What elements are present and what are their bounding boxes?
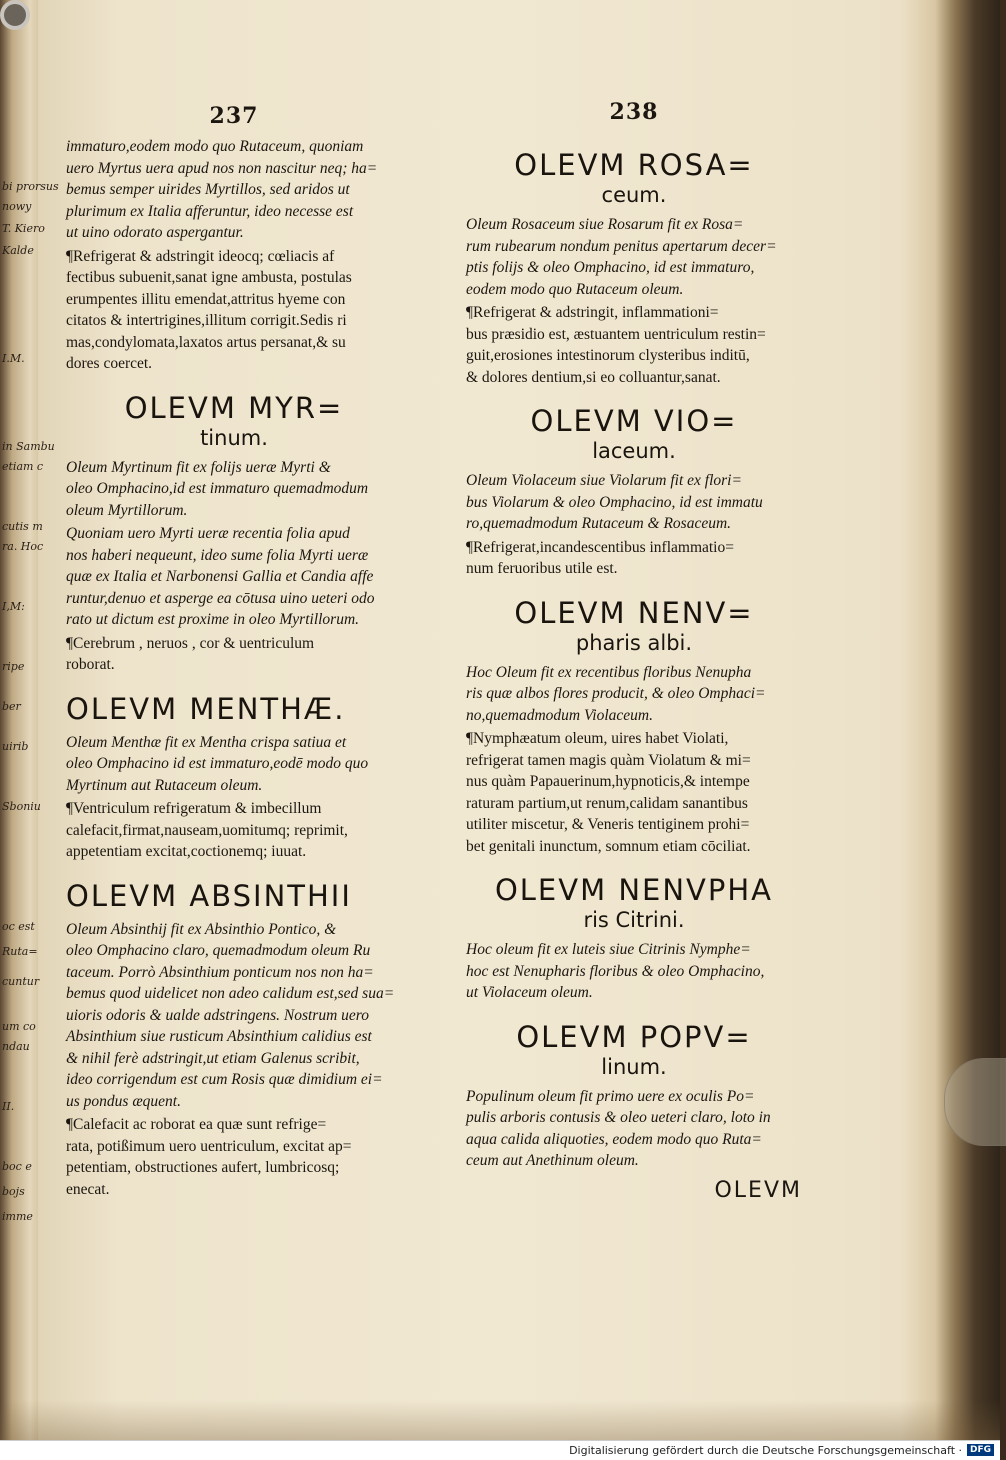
text-line: ¶Calefacit ac roborat ea quæ sunt refrige= (66, 1116, 327, 1133)
text-line: num feruoribus utile est. (466, 560, 618, 577)
text-line: Oleum Menthæ fit ex Mentha crispa satiua et (66, 733, 347, 751)
text-line: ro,quemadmodum Rutaceum & Rosaceum. (466, 515, 732, 532)
section-heading (66, 391, 402, 451)
text-line: bemus semper uirides Myrtillos, sed aridos ut (66, 181, 350, 198)
text-line: nos haberi nequeunt, ideo sume folia Myrti ueræ (66, 546, 369, 564)
paragraph (466, 662, 802, 727)
text-line: dores coercet. (66, 355, 153, 372)
heading-subline: ceum. (601, 183, 667, 207)
paragraph (466, 728, 802, 857)
prev-page-fragment: ra. Hoc (2, 540, 44, 553)
text-line: mas,condylomata,laxatos artus persanat,& su (66, 333, 346, 351)
text-line: Oleum Myrtinum fit ex folijs ueræ Myrti & (66, 458, 331, 476)
dfg-logo: DFG (967, 1444, 994, 1456)
text-line: Hoc oleum fit ex luteis siue Citrinis Nymphe= (466, 941, 751, 958)
text-line: pulis arboris contusis & oleo ueteri claro, loto in (466, 1109, 771, 1126)
page-bottom-shadow (0, 1400, 1000, 1440)
left-page-column (66, 96, 402, 1202)
heading-subline: tinum. (200, 425, 268, 450)
prev-page-fragment: Sboniu (2, 800, 41, 813)
right-page-number: 238 (609, 99, 659, 125)
heading-line: OLEVM POPV= (516, 1019, 752, 1054)
text-line: & nihil ferè adstringit,ut etiam Galenus scribit, (66, 1049, 360, 1067)
prev-page-fragment: etiam c (2, 460, 44, 473)
text-line: oleum Myrtillorum. (66, 501, 188, 519)
text-line: bus præsidio est, æstuantem uentriculum restin= (466, 325, 766, 343)
text-line: oleo Omphacino id est immaturo,eodē modo quo (66, 755, 369, 772)
section-heading (466, 148, 802, 208)
paragraph (66, 919, 402, 1113)
right-page-column (466, 92, 802, 1203)
text-line: uioris odoris & ualde adstringens. Nostrum uero (66, 1006, 369, 1024)
prev-page-fragment: bi prorsus (2, 180, 59, 193)
text-line: roborat. (66, 656, 115, 673)
text-line: Quoniam uero Myrti ueræ recentia folia apud (66, 525, 350, 542)
text-line: Myrtinum aut Rutaceum oleum. (66, 776, 263, 794)
heading-line: OLEVM MENTHÆ. (66, 691, 346, 726)
text-line: ¶Refrigerat & adstringit ideocq; cœliacis af (66, 247, 335, 265)
left-page-body (66, 136, 402, 1200)
prev-page-fragment: ber (2, 700, 21, 713)
paragraph (466, 939, 802, 1004)
text-line: Oleum Absinthij fit ex Absinthio Pontico, & (66, 920, 337, 938)
text-line: oleo Omphacino claro, quemadmodum oleum Ru (66, 942, 371, 959)
heading-subline: pharis albi. (575, 630, 693, 655)
text-line: no,quemadmodum Violaceum. (466, 706, 653, 724)
prev-page-fragment: boc e (2, 1160, 32, 1173)
text-line: bus Violarum & oleo Omphacino, id est immatu (466, 493, 763, 511)
text-line: immaturo,eodem modo quo Rutaceum, quoniam (66, 138, 364, 155)
right-page-body (466, 148, 802, 1172)
heading-line: OLEVM MYR= (124, 390, 344, 425)
catchword: OLEVM (714, 1177, 802, 1203)
text-line: Oleum Violaceum siue Violarum fit ex flori= (466, 472, 742, 489)
section-heading (466, 596, 802, 656)
text-line: bemus quod uidelicet non adeo calidum est,sed sua= (66, 985, 395, 1002)
heading-subline: linum. (601, 1054, 667, 1079)
text-line: enecat. (66, 1180, 110, 1198)
text-line: aqua calida aliquoties, eodem modo quo Ruta= (466, 1130, 762, 1148)
prev-page-fragment: I,M: (2, 600, 25, 613)
text-line: rum rubearum nondum penitus apertarum decer= (466, 237, 777, 255)
footer-credit: Digitalisierung gefördert durch die Deutsche Forschungsgemeinschaft · (569, 1444, 962, 1457)
text-line: ut Violaceum oleum. (466, 984, 593, 1001)
text-line: ptis folijs & oleo Omphacino, id est immaturo, (466, 259, 755, 276)
text-line: plurimum ex Italia afferuntur, ideo necesse est (66, 202, 354, 220)
section-heading (66, 692, 402, 726)
heading-line: OLEVM NENVPHA (494, 873, 774, 907)
paragraph (466, 214, 802, 300)
text-line: raturam partium,ut renum,calidam sanantibus (466, 794, 748, 812)
paragraph (66, 1114, 402, 1200)
text-line: refrigerat tamen magis quàm Violatum & mi= (466, 751, 751, 769)
heading-line: OLEVM NENV= (514, 595, 754, 630)
text-line: rata, potißimum uero uentriculum, excitat ap= (66, 1137, 352, 1155)
section-heading (66, 879, 402, 913)
paragraph (66, 732, 402, 797)
paragraph (66, 136, 402, 244)
prev-page-fragment: imme (2, 1210, 33, 1223)
paragraph (66, 523, 402, 631)
paragraph (66, 457, 402, 522)
prev-page-fragment: T. Kiero (2, 222, 45, 235)
text-line: ¶Refrigerat,incandescentibus inflammatio= (466, 538, 734, 556)
heading-line: OLEVM ROSA= (514, 148, 754, 182)
text-line: ideo corrigendum est cum Rosis quæ dimidium ei= (66, 1071, 383, 1088)
prev-page-fragment: I.M. (2, 352, 25, 365)
paragraph (66, 246, 402, 375)
prev-page-fragment: um co (2, 1020, 36, 1033)
heading-line: OLEVM VIO= (530, 404, 738, 438)
previous-page-edge (0, 0, 59, 1440)
heading-subline: laceum. (592, 439, 676, 463)
text-line: guit,erosiones intestinorum clysteribus inditū, (466, 347, 750, 364)
prev-page-fragment: Kalde (2, 244, 34, 257)
text-line: taceum. Porrò Absinthium ponticum nos non ha= (66, 963, 374, 981)
text-line: petentiam, obstructiones aufert, lumbricosq; (66, 1159, 340, 1176)
section-heading (466, 1020, 802, 1080)
text-line: Absinthium siue rusticum Absinthium calidius est (66, 1028, 372, 1045)
text-line: oleo Omphacino,id est immaturo quemadmodum (66, 480, 369, 497)
text-line: ceum aut Anethinum oleum. (466, 1152, 639, 1169)
prev-page-fragment: cuntur (2, 975, 40, 988)
text-line: ¶Nymphæatum oleum, uires habet Violati, (466, 730, 729, 747)
text-line: ris quæ albos flores producit, & oleo Omphaci= (466, 685, 766, 702)
text-line: us pondus æquent. (66, 1092, 181, 1110)
text-line: bet genitali inunctum, somnum etiam cōciliat. (466, 837, 751, 855)
paragraph (466, 537, 802, 580)
text-line: ¶Cerebrum , neruos , cor & uentriculum (66, 634, 315, 652)
prev-page-fragment: nowy (2, 200, 32, 213)
text-line: Hoc Oleum fit ex recentibus floribus Nenupha (466, 663, 752, 681)
prev-page-fragment: Ruta= (2, 945, 38, 958)
text-line: Oleum Rosaceum siue Rosarum fit ex Rosa= (466, 216, 744, 233)
binding-ring (0, 0, 30, 30)
text-line: erumpentes illitu emendat,attritus hyeme con (66, 290, 346, 308)
prev-page-fragment: II. (2, 1100, 15, 1113)
text-line: rato ut dictum est proxime in oleo Myrtillorum. (66, 611, 360, 628)
prev-page-fragment: oc est (2, 920, 35, 933)
paragraph (66, 798, 402, 863)
text-line: Populinum oleum fit primo uere ex oculis Po= (466, 1087, 755, 1105)
text-line: runtur,denuo et asperge ea cōtusa uino ueteri odo (66, 589, 375, 607)
digitization-footer (0, 1440, 1000, 1460)
text-line: quæ ex Italia et Narbonensi Gallia et Candia affe (66, 568, 374, 585)
left-page-number: 237 (209, 103, 259, 129)
text-line: citatos & intertrigines,illitum corrigit.Sedis ri (66, 312, 347, 329)
text-line: calefacit,firmat,nauseam,uomitumq; reprimit, (66, 821, 348, 839)
text-line: & dolores dentium,si eo colluantur,sanat. (466, 368, 721, 386)
paragraph (466, 470, 802, 535)
section-heading (466, 873, 802, 933)
text-line: eodem modo quo Rutaceum oleum. (466, 280, 684, 298)
paragraph (466, 1086, 802, 1172)
text-line: uero Myrtus uera apud nos non nascitur neq; ha= (66, 159, 378, 177)
text-line: ¶Refrigerat & adstringit, inflammationi= (466, 304, 719, 321)
prev-page-fragment: cutis m (2, 520, 43, 533)
paragraph (66, 633, 402, 676)
prev-page-fragment: uirib (2, 740, 29, 753)
text-line: utiliter miscetur, & Veneris tentiginem prohi= (466, 816, 750, 833)
text-line: ut uino odorato aspergantur. (66, 224, 244, 241)
prev-page-fragment: in Sambu (2, 440, 55, 453)
prev-page-fragment: bojs (2, 1185, 25, 1198)
section-heading (466, 404, 802, 464)
text-line: hoc est Nenupharis floribus & oleo Omphacino, (466, 962, 765, 980)
text-line: ¶Ventriculum refrigeratum & imbecillum (66, 800, 322, 817)
text-line: nus quàm Papauerinum,hypnoticis,& intempe (466, 773, 750, 790)
prev-page-fragment: ripe (2, 660, 25, 673)
text-line: appetentiam excitat,coctionemq; iuuat. (66, 843, 307, 860)
heading-line: OLEVM ABSINTHII (66, 878, 352, 913)
heading-subline: ris Citrini. (583, 908, 685, 932)
prev-page-fragment: ndau (2, 1040, 30, 1053)
paragraph (466, 302, 802, 388)
text-line: fectibus subuenit,sanat igne ambusta, postulas (66, 269, 352, 286)
